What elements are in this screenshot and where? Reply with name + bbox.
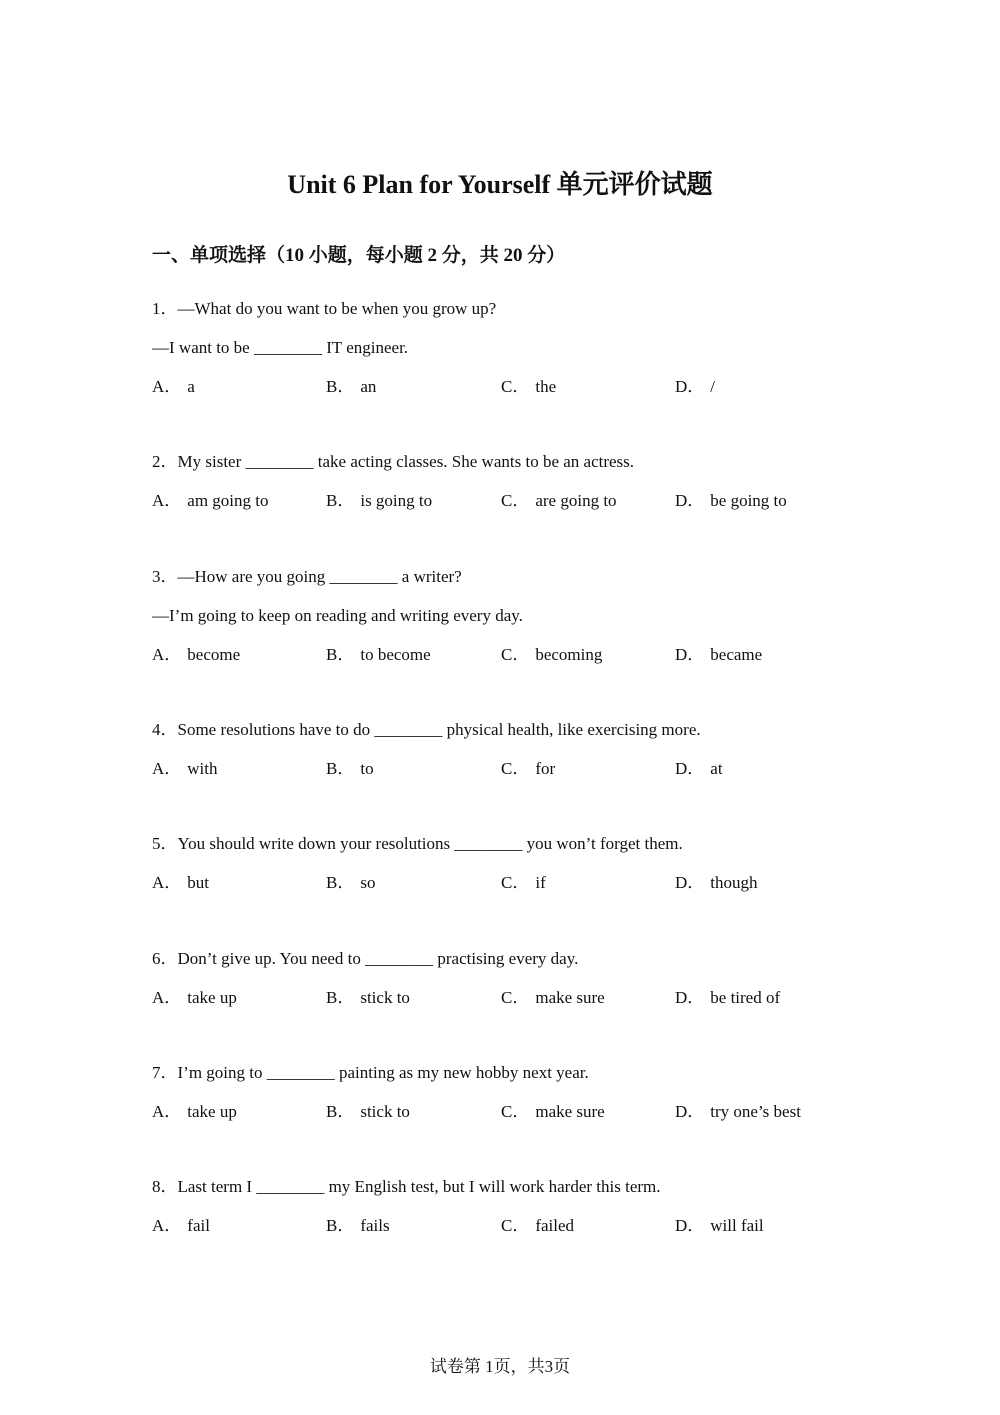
question-3-line-1: 3．—How are you going ________ a writer? xyxy=(152,567,462,586)
page-footer: 试卷第 1页，共3页 xyxy=(429,1357,571,1376)
question-3-option-b: B． to become xyxy=(326,645,431,664)
question-4-option-a: A． with xyxy=(152,759,218,778)
question-2-option-d: D． be going to xyxy=(675,491,787,510)
question-8-option-d: D． will fail xyxy=(675,1216,764,1235)
question-1-option-c: C． the xyxy=(501,377,557,396)
question-6-option-a: A． take up xyxy=(152,988,237,1007)
question-8-option-a: A． fail xyxy=(152,1216,210,1235)
question-8-line-1: 8．Last term I ________ my English test, but I will work harder this term. xyxy=(152,1177,661,1196)
question-1-line-1: 1．—What do you want to be when you grow up? xyxy=(152,299,497,318)
question-2-option-a: A． am going to xyxy=(152,491,269,510)
question-5-line-1: 5．You should write down your resolutions ________ you won’t forget them. xyxy=(152,834,683,853)
question-4-option-c: C． for xyxy=(501,759,556,778)
question-2-option-c: C． are going to xyxy=(501,491,617,510)
question-5-option-d: D． though xyxy=(675,873,758,892)
question-3-option-c: C． becoming xyxy=(501,645,603,664)
question-6-option-d: D． be tired of xyxy=(675,988,781,1007)
question-1-line-2: —I want to be ________ IT engineer. xyxy=(152,338,409,357)
question-7-option-b: B． stick to xyxy=(326,1102,410,1121)
question-4-line-1: 4．Some resolutions have to do ________ physical health, like exercising more. xyxy=(152,720,701,739)
question-4-option-d: D． at xyxy=(675,759,723,778)
question-3-line-2: —I’m going to keep on reading and writing every day. xyxy=(152,606,523,625)
question-5-option-b: B． so xyxy=(326,873,376,892)
question-5-option-c: C． if xyxy=(501,873,546,892)
question-1-option-b: B． an xyxy=(326,377,377,396)
question-6-option-b: B． stick to xyxy=(326,988,410,1007)
question-5-option-a: A． but xyxy=(152,873,210,892)
question-3-option-d: D． became xyxy=(675,645,763,664)
question-4-option-b: B． to xyxy=(326,759,374,778)
question-7-line-1: 7．I’m going to ________ painting as my new hobby next year. xyxy=(152,1063,589,1082)
question-7-option-d: D． try one’s best xyxy=(675,1102,801,1121)
question-2-option-b: B． is going to xyxy=(326,491,433,510)
question-7-option-a: A． take up xyxy=(152,1102,237,1121)
question-6-option-c: C． make sure xyxy=(501,988,605,1007)
question-7-option-c: C． make sure xyxy=(501,1102,605,1121)
question-8-option-c: C． failed xyxy=(501,1216,575,1235)
page-title: Unit 6 Plan for Yourself 单元评价试题 xyxy=(287,170,713,199)
section-heading: 一、单项选择（10 小题，每小题 2 分，共 20 分） xyxy=(152,245,566,266)
question-6-line-1: 6．Don’t give up. You need to ________ practising every day. xyxy=(152,949,579,968)
question-3-option-a: A． become xyxy=(152,645,241,664)
question-8-option-b: B． fails xyxy=(326,1216,390,1235)
question-2-line-1: 2．My sister ________ take acting classes. She wants to be an actress. xyxy=(152,452,635,471)
question-1-option-d: D． / xyxy=(675,377,716,396)
question-1-option-a: A． a xyxy=(152,377,195,396)
